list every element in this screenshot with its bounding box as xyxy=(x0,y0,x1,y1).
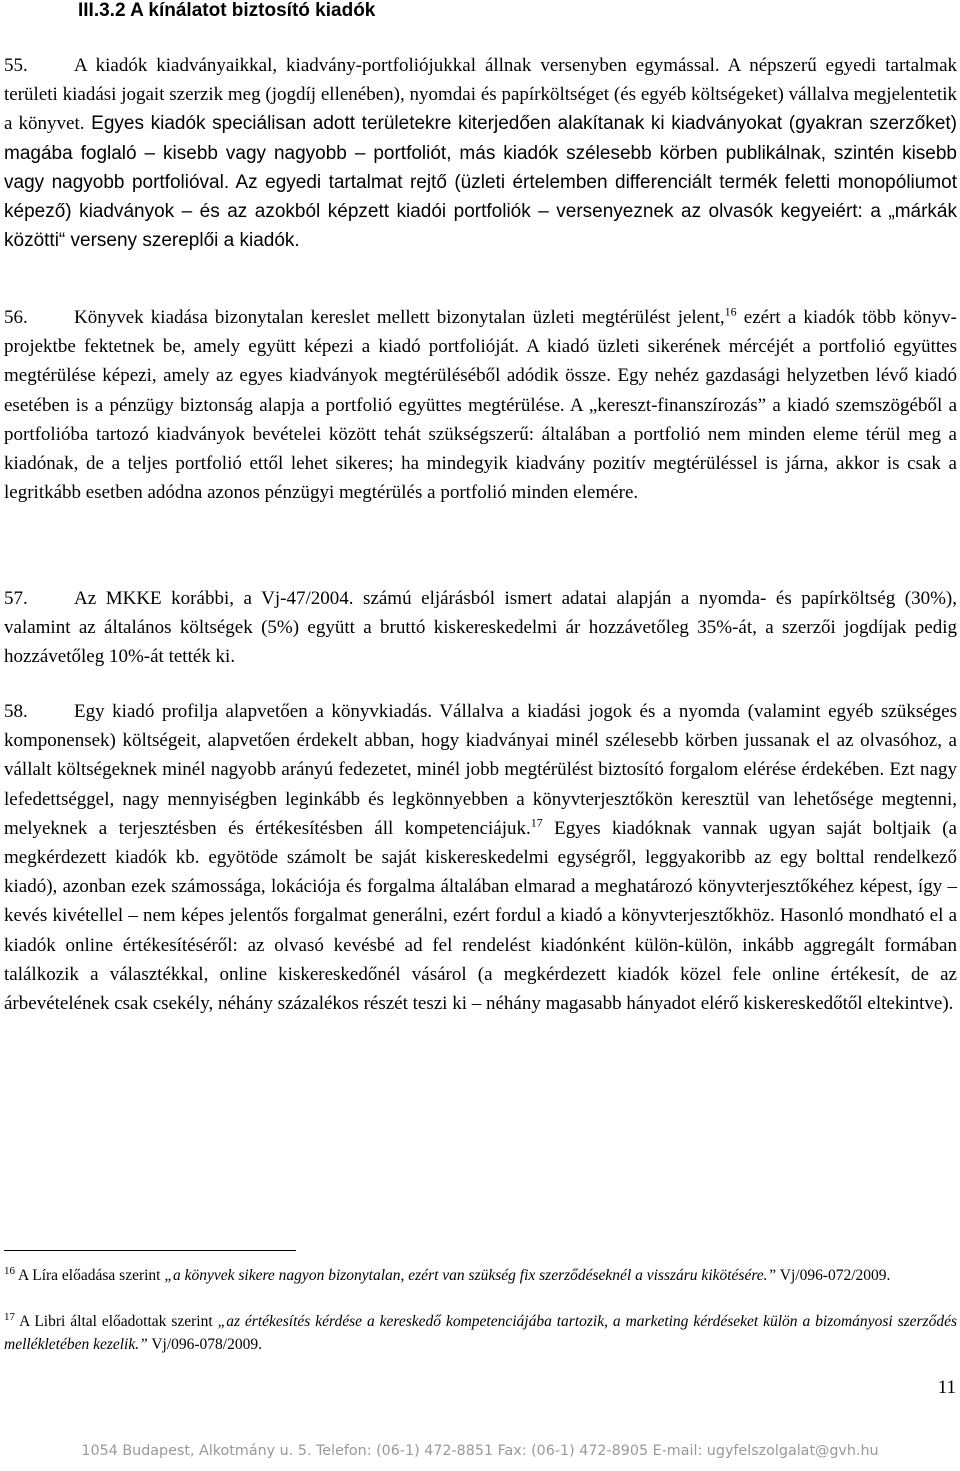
section-heading: III.3.2 A kínálatot biztosító kiadók xyxy=(78,0,376,21)
footnote-lead: A Libri által előadottak szerint xyxy=(15,1313,218,1330)
footnote-quote: „az értékesítés kérdése a kereskedő kompetenciájába tartozik, a marketing kérdéseket külön a bizományosi szerződés mellékletében kezelik.” xyxy=(4,1313,957,1353)
page-number: 11 xyxy=(937,1377,956,1398)
paragraph-text: Egyes kiadók speciálisan adott területekre kiterjedően alakítanak ki kiadványokat (gyakran szerzőket) magába foglaló – kisebb vagy nagyobb – portfoliót, más kiadók szélesebb körben publikálnak, szintén kisebb vagy nagyobb portfolióval. xyxy=(4,113,958,193)
footnote-case-reference: Vj/096-072/2009. xyxy=(776,1267,891,1284)
paragraph-number: 58. xyxy=(4,701,28,722)
footnote-lead: A Líra előadása szerint xyxy=(15,1267,165,1284)
paragraph-text: Egy kiadó profilja alapvetően a könyvkiadás. Vállalva a kiadási jogok és a nyomda (valamint egyéb szükséges komponensek) költségeit, alapvetően érdekelt abban, hogy kiadványai minél szélesebb körben jussanak el az olvasóhoz, a vállalt költségeknek minél nagyobb arányú fedezetet, minél jobb megtérülést biztosító forgalom elérése érdekében. Ezt nagy lefedettséggel, nagy mennyiségben leginkább és legkönnyebben a könyvterjesztőkön keresztül van lehetősége megtenni, melyeknek a terjesztésben és értékesítésben áll kompetenciájuk. xyxy=(4,701,957,839)
footnote-case-reference: Vj/096-078/2009. xyxy=(147,1335,262,1353)
paragraph-text: Az egyedi tartalmat rejtő (üzleti értelemben differenciált termék feletti monopóliumot képező) kiadványok – és az azokból képzett kiadói portfoliók – versenyeznek az olvasók kegyeiért: a „márkák közötti“ verseny szereplői a kiadók. xyxy=(4,171,957,252)
paragraph-text: Könyvek kiadása bizonytalan kereslet mellett bizonytalan üzleti megtérülést jelent, xyxy=(74,307,725,328)
footnote-separator xyxy=(4,1250,296,1251)
paragraph-text: ezért a kiadók több könyv-projektbe fektetnek be, amely együtt képezi a kiadó portfolióját. A kiadó üzleti sikerének mércéjét a portfolió együttes megtérülése képezi, amely az egyes kiadványok megtérüléséből adódik össze. Egy nehéz gazdasági helyzetben lévő kiadó esetében is a pénzügy biztonság alapja a portfolió együttes megtérülése. A „kereszt-finanszírozás” a kiadó szemszögéből a portfolióba tartozó kiadványok bevételei között tehát szükségszerű: általában a portfolió nem minden eleme térül meg a kiadónak, de a teljes portfolió ettől lehet sikeres; ha mindegyik kiadvány pozitív megtérüléssel is járna, akkor is csak a legritkább esetben adódna azonos pénzügyi megtérülés a portfolió minden elemére. xyxy=(4,307,958,504)
paragraph-57 xyxy=(4,584,957,672)
footnote-reference[interactable]: 16 xyxy=(724,304,737,319)
footnote-quote: „a könyvek sikere nagyon bizonytalan, ezért van szükség fix szerződéseknél a visszáru kikötésére.” xyxy=(164,1267,777,1284)
paragraph-number: 55. xyxy=(4,55,28,76)
footnote-number: 16 xyxy=(4,1264,15,1277)
paragraph-58 xyxy=(4,697,957,1018)
paragraph-text: Egyes kiadóknak vannak ugyan saját boltjaik (a megkérdezett kiadók kb. egyötöde számolt be saját kiskereskedelmi egységről, leggyakoribb az egy bolttal rendelkező kiadó), azonban ezek számossága, lokációja és forgalma általában elmarad a meghatározó könyvterjesztőkéhez képest, így – kevés kivétellel – nem képes jelentős forgalmat generálni, ezért fordul a kiadó a könyvterjesztőkhöz. Hasonló mondható el a kiadók online értékesítéséről: az olvasó kevésbé ad fel rendelést kiadónként külön-külön, inkább aggregált formában találkozik a választékkal, online kiskereskedőnél vásárol (a megkérdezett kiadók közel fele online értékesít, de az árbevételének csak csekély, néhány százalékos részét teszi ki – néhány magasabb hányadot elérő kiskereskedőtől eltekintve). xyxy=(4,817,957,1015)
paragraph-text: A kiadók kiadványaikkal, kiadvány-portfoliójukkal állnak versenyben egymással. A népszerű egyedi tartalmak területi kiadási jogait szerzik meg (jogdíj ellenében), nyomdai és papírköltséget (és egyéb költségeket) vállalva megjelentetik a könyvet. xyxy=(4,55,957,135)
paragraph-number: 56. xyxy=(4,307,28,328)
paragraph-number: 57. xyxy=(4,588,28,609)
footnote-16 xyxy=(4,1265,957,1288)
paragraph-55 xyxy=(4,51,957,255)
footnote-17 xyxy=(4,1311,957,1356)
footnote-reference[interactable]: 17 xyxy=(530,815,543,830)
paragraph-56 xyxy=(4,303,957,507)
page-footer: 1054 Budapest, Alkotmány u. 5. Telefon: (06-1) 472-8851 Fax: (06-1) 472-8905 E-mail: ugyfelszolgalat@gvh.hu xyxy=(0,1432,960,1471)
paragraph-text: Az MKKE korábbi, a Vj-47/2004. számú eljárásból ismert adatai alapján a nyomda- és papírköltség (30%), valamint az általános költségek (5%) együtt a bruttó kiskereskedelmi ár hozzávetőleg 35%-át, a szerzői jogdíjak pedig hozzávetőleg 10%-át tették ki. xyxy=(4,588,957,668)
footnote-number: 17 xyxy=(4,1310,15,1323)
